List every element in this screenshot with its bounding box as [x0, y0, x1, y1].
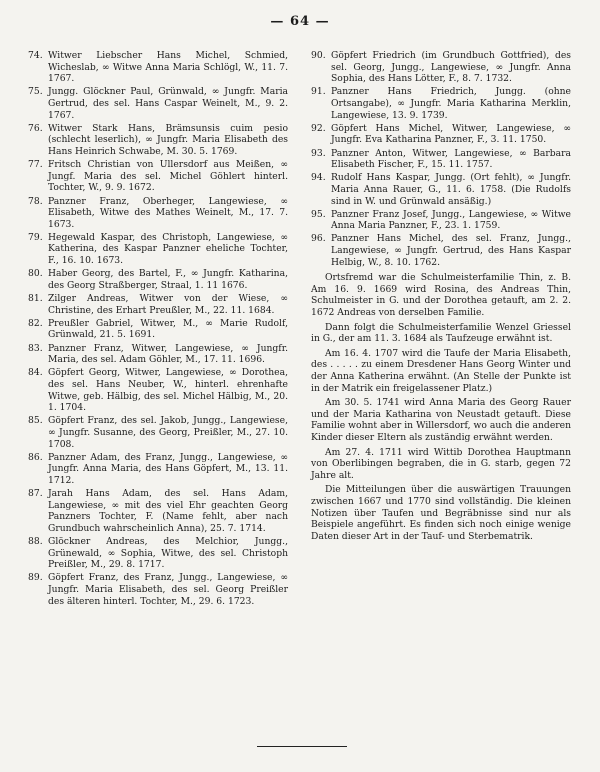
- entry-text: Jarah Hans Adam, des sel. Hans Adam, Langewiese, ∞ mit des viel Ehr geachten Georg Panzners Tochter, F. (Name fehlt, aber nach Grundbuch wahrscheinlich Anna), 25. 7. 1714.: [48, 488, 288, 534]
- register-entry: [311, 233, 571, 268]
- register-entry: [28, 536, 288, 571]
- entry-text: Göpfert Georg, Witwer, Langewiese, ∞ Dorothea, des sel. Hans Neuber, W., hinterl. ehrenhafte Witwe, geb. Hälbig, des sel. Michel Hälbig, M., 20. 1. 1704.: [48, 367, 288, 414]
- register-entry: [28, 123, 288, 158]
- entry-number: 83.: [28, 342, 43, 354]
- entry-text: Panzner Franz, Witwer, Langewiese, ∞ Jungfr. Maria, des sel. Adam Göhler, M., 17. 11. 1696.: [48, 342, 288, 366]
- register-entry: [28, 318, 288, 341]
- entry-number: 90.: [311, 50, 326, 61]
- note-paragraph: Am 30. 5. 1741 wird Anna Maria des Georg Rauer und der Maria Katharina von Neustadt getauft. Diese Familie wohnt aber in Willersdorf, wo auch die anderen Kinder dieser Eltern als zuständig erwähnt werden.: [311, 397, 571, 443]
- note-paragraph: Dann folgt die Schulmeisterfamilie Wenzel Griessel in G., der am 11. 3. 1684 als Taufzeuge erwähnt ist.: [311, 321, 571, 345]
- note-paragraph: Die Mitteilungen über die auswärtigen Trauungen zwischen 1667 und 1770 sind vollständig. Die kleinen Notizen über Taufen und Begräbnisse sind nur als Beispiele angeführt. Es finden sich noch einige wenige Daten dieser Art in der Tauf- und Sterbematrik.: [311, 484, 571, 542]
- register-entry: [28, 50, 288, 85]
- entry-number: 82.: [28, 317, 43, 329]
- entry-text: Witwer Stark Hans, Brämsunsis cuim pesio (schlecht leserlich), ∞ Jungfr. Maria Elisabeth des Hans Heinrich Schwabe, M. 30. 5. 1769.: [48, 122, 288, 157]
- register-entry: [28, 452, 288, 487]
- register-entry: [28, 86, 288, 121]
- entry-text: Göpfert Hans Michel, Witwer, Langewiese, ∞ Jungfr. Eva Katharina Panzner, F., 3. 11. 1750.: [331, 122, 571, 146]
- note-paragraph: Ortsfremd war die Schulmeisterfamilie Thin, z. B. Am 16. 9. 1669 wird Rosina, des Andreas Thin, Schulmeister in G. und der Dorothea getauft, am 2. 2. 1672 Andreas von derselben Familie.: [311, 272, 571, 319]
- register-entry: [28, 415, 288, 450]
- right-entry-list: [311, 50, 571, 268]
- entry-number: 86.: [28, 451, 43, 463]
- entry-number: 96.: [311, 233, 326, 245]
- register-entry: [311, 209, 571, 232]
- page-number: — 64 —: [270, 14, 330, 29]
- notes: [311, 272, 571, 542]
- register-entry: [28, 196, 288, 231]
- entry-number: 80.: [28, 268, 43, 280]
- entry-text: Panzner Hans Friedrich, Jungg. (ohne Ortsangabe), ∞ Jungfr. Maria Katharina Merklin, Langewiese, 13. 9. 1739.: [331, 86, 571, 121]
- entry-text: Hegewald Kaspar, des Christoph, Langewiese, ∞ Katherina, des Kaspar Panzner eheliche Tochter, F., 16. 10. 1673.: [48, 231, 288, 267]
- note-paragraph: Am 27. 4. 1711 wird Wittib Dorothea Hauptmann von Oberlibingen begraben, die in G. starb, gegen 72 Jahre alt.: [311, 446, 571, 481]
- entry-number: 84.: [28, 367, 43, 379]
- entry-number: 78.: [28, 195, 43, 207]
- entry-text: Göpfert Franz, des sel. Jakob, Jungg., Langewiese, ∞ Jungfr. Susanne, des Georg, Preißler, M., 27. 10. 1708.: [48, 415, 288, 450]
- entry-number: 81.: [28, 293, 43, 305]
- register-entry: [311, 86, 571, 121]
- entry-text: Göpfert Friedrich (im Grundbuch Gottfried), des sel. Georg, Jungg., Langewiese, ∞ Jungfr. Anna Sophia, des Hans Lötter, F., 8. 7. 1732.: [331, 50, 571, 85]
- register-entry: [28, 343, 288, 366]
- entry-number: 91.: [311, 86, 326, 98]
- register-entry: [28, 367, 288, 413]
- entry-number: 87.: [28, 488, 43, 500]
- entry-number: 94.: [311, 172, 326, 184]
- entry-text: Göpfert Franz, des Franz, Jungg., Langewiese, ∞ Jungfr. Maria Elisabeth, des sel. Georg Preißler des älteren hinterl. Tochter, M., 29. 6. 1723.: [48, 572, 288, 607]
- entry-text: Rudolf Hans Kaspar, Jungg. (Ort fehlt), ∞ Jungfr. Maria Anna Rauer, G., 11. 6. 1758. (Die Rudolfs sind in W. und Grünwald ansäßig.): [331, 172, 571, 207]
- entry-text: Panzner Adam, des Franz, Jungg., Langewiese, ∞ Jungfr. Anna Maria, des Hans Göpfert, M., 13. 11. 1712.: [48, 451, 288, 486]
- register-entry: [28, 572, 288, 607]
- register-entry: [28, 232, 288, 267]
- entry-number: 74.: [28, 50, 43, 61]
- entry-number: 92.: [311, 122, 326, 134]
- footer-rule: [257, 746, 347, 747]
- entry-text: Panzner Hans Michel, des sel. Franz, Jungg., Langewiese, ∞ Jungfr. Gertrud, des Hans Kaspar Helbig, W., 8. 10. 1762.: [331, 233, 571, 268]
- register-entry: [311, 123, 571, 146]
- entry-number: 76.: [28, 122, 43, 134]
- entry-text: Panzner Franz, Oberheger, Langewiese, ∞ Elisabeth, Witwe des Mathes Weinelt, M., 17. 7. 1673.: [48, 195, 288, 230]
- entry-number: 89.: [28, 572, 43, 584]
- entry-text: Jungg. Glöckner Paul, Grünwald, ∞ Jungfr. Maria Gertrud, des sel. Hans Caspar Weinelt, M., 9. 2. 1767.: [48, 86, 288, 121]
- entry-number: 77.: [28, 159, 43, 171]
- register-entry: [311, 172, 571, 207]
- entry-number: 75.: [28, 86, 43, 98]
- register-entry: [311, 50, 571, 85]
- entry-number: 88.: [28, 536, 43, 548]
- entry-text: Preußler Gabriel, Witwer, M., ∞ Marie Rudolf, Grünwald, 21. 5. 1691.: [48, 317, 288, 341]
- entry-text: Glöckner Andreas, des Melchior, Jungg., Grünewald, ∞ Sophia, Witwe, des sel. Christoph Preißler, M., 29. 8. 1717.: [48, 536, 288, 571]
- entry-text: Panzner Anton, Witwer, Langewiese, ∞ Barbara Elisabeth Fischer, F., 15. 11. 1757.: [331, 147, 571, 171]
- note-paragraph: Am 16. 4. 1707 wird die Taufe der Maria Elisabeth, des . . . . . zu einem Dresdener Hans Georg Winter und der Anna Katherina erwähnt. (An Stelle der Punkte ist in der Matrik ein freigelassener Platz.): [311, 347, 571, 394]
- left-column: [28, 50, 288, 609]
- entry-text: Panzner Franz Josef, Jungg., Langewiese, ∞ Witwe Anna Maria Panzner, F., 23. 1. 1759.: [331, 208, 571, 232]
- entry-number: 93.: [311, 147, 326, 159]
- register-entry: [28, 159, 288, 194]
- entry-text: Witwer Liebscher Hans Michel, Schmied, Wicheslab, ∞ Witwe Anna Maria Schlögl, W., 11. 7. 1767.: [48, 50, 288, 85]
- right-column: [311, 50, 571, 542]
- register-entry: [311, 148, 571, 171]
- entry-text: Fritsch Christian von Ullersdorf aus Meißen, ∞ Jungf. Maria des sel. Michel Göhlert hinterl. Tochter, W., 9. 9. 1672.: [48, 159, 288, 194]
- entry-number: 85.: [28, 415, 43, 427]
- entry-number: 95.: [311, 208, 326, 220]
- register-entry: [28, 268, 288, 291]
- entry-number: 79.: [28, 231, 43, 243]
- register-entry: [28, 293, 288, 316]
- entry-text: Zilger Andreas, Witwer von der Wiese, ∞ Christine, des Erhart Preußler, M., 22. 11. 1684.: [48, 293, 288, 316]
- entry-text: Haber Georg, des Bartel, F., ∞ Jungfr. Katharina, des Georg Straßberger, Straal, 1. 11 1676.: [48, 268, 288, 291]
- register-entry: [28, 488, 288, 534]
